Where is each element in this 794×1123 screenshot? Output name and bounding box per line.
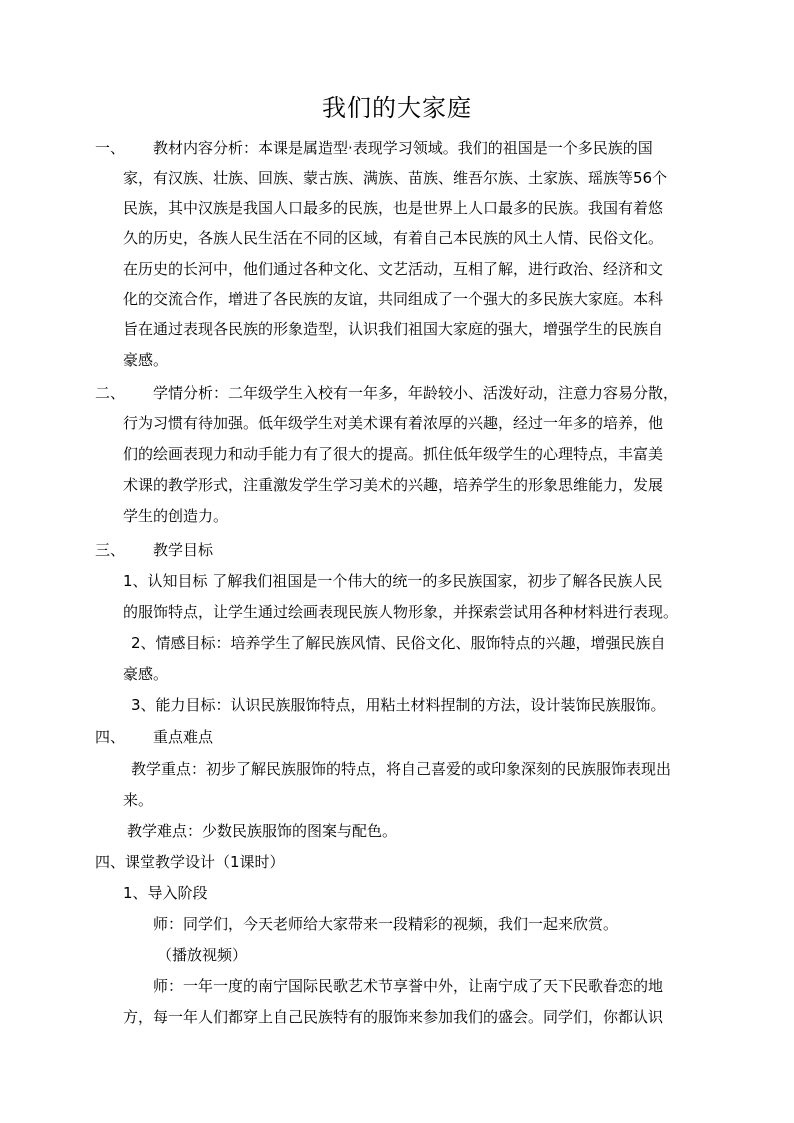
paragraph-line: 教学难点：少数民族服饰的图案与配色。: [127, 822, 398, 840]
section-heading: 教学目标: [153, 541, 214, 559]
paragraph-line: 久的历史，各族人民生活在不同的区域，有着自己本民族的风土人情、民俗文化。: [123, 229, 664, 247]
paragraph-line: 教材内容分析：本课是属造型·表现学习领域。我们的祖国是一个多民族的国: [153, 139, 653, 157]
section-number: 三、: [95, 541, 126, 559]
paragraph-line: 民族，其中汉族是我国人口最多的民族，也是世界上人口最多的民族。我国有着悠: [123, 199, 664, 217]
section-number: 一、: [95, 139, 126, 157]
paragraph-line: 来。: [123, 791, 154, 809]
paragraph-line: 家，有汉族、壮族、回族、蒙古族、满族、苗族、维吾尔族、土家族、瑶族等56个: [123, 169, 668, 187]
document-title: 我们的大家庭: [322, 94, 472, 122]
sub-heading: 1、导入阶段: [123, 884, 208, 902]
paragraph-line: 旨在通过表现各民族的形象造型，认识我们祖国大家庭的强大，增强学生的民族自: [123, 320, 664, 338]
paragraph-line: 方，每一年人们都穿上自己民族特有的服饰来参加我们的盛会。同学们，你都认识: [123, 1008, 664, 1026]
paragraph-line: 行为习惯有待加强。低年级学生对美术课有着浓厚的兴趣，经过一年多的培养，他: [123, 414, 664, 432]
paragraph-line: 教学重点：初步了解民族服饰的特点，将自己喜爱的或印象深刻的民族服饰表现出: [131, 760, 672, 778]
paragraph-line: 豪感。: [123, 351, 169, 369]
paragraph-line: 豪感。: [123, 665, 169, 683]
paragraph-line: 化的交流合作，增进了各民族的友谊，共同组成了一个强大的多民族大家庭。本科: [123, 290, 664, 308]
paragraph-line: 师：一年一度的南宁国际民歌艺术节享誉中外，让南宁成了天下民歌眷恋的地: [153, 977, 664, 995]
paragraph-line: 在历史的长河中，他们通过各种文化、文艺活动，互相了解，进行政治、经济和文: [123, 260, 664, 278]
section-heading: 重点难点: [153, 728, 214, 746]
paragraph-line: 术课的教学形式，注重激发学生学习美术的兴趣，培养学生的形象思维能力，发展: [123, 476, 664, 494]
paragraph-line: 1、认知目标 了解我们祖国是一个伟大的统一的多民族国家，初步了解各民族人民: [123, 572, 663, 590]
paragraph-line: 2、情感目标：培养学生了解民族风情、民俗文化、服饰特点的兴趣，增强民族自: [131, 634, 666, 652]
paragraph-line: 学生的创造力。: [123, 507, 229, 525]
paragraph-line: 们的绘画表现力和动手能力有了很大的提高。抓住低年级学生的心理特点，丰富美: [123, 445, 664, 463]
paragraph-line: 师：同学们，今天老师给大家带来一段精彩的视频，我们一起来欣赏。: [153, 915, 619, 933]
section-number: 二、: [95, 384, 126, 402]
section-heading: 四、课堂教学设计（1课时）: [95, 853, 285, 871]
paragraph-line: 的服饰特点，让学生通过绘画表现民族人物形象，并探索尝试用各种材料进行表现。: [123, 603, 679, 621]
paragraph-line: （播放视频）: [157, 946, 248, 964]
paragraph-line: 学情分析：二年级学生入校有一年多，年龄较小、活泼好动，注意力容易分散，: [153, 384, 679, 402]
paragraph-line: 3、能力目标：认识民族服饰特点，用粘土材料捏制的方法，设计装饰民族服饰。: [131, 696, 666, 714]
section-number: 四、: [95, 728, 126, 746]
